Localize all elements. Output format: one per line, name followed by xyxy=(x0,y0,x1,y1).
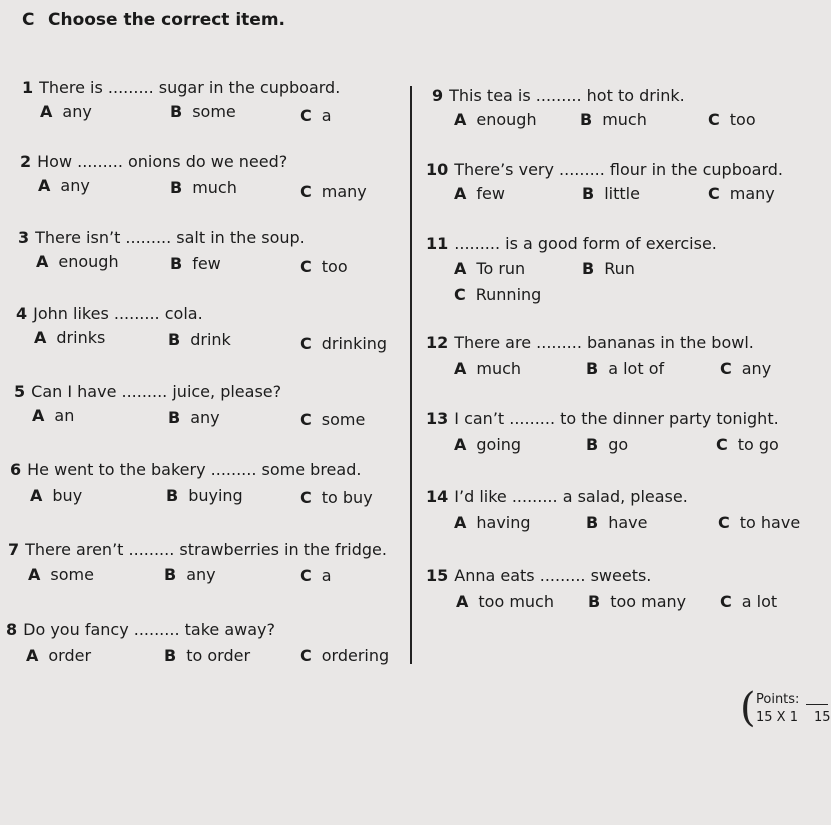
question-14-option-a[interactable]: A having xyxy=(454,513,531,532)
question-3-option-c[interactable]: C too xyxy=(300,257,348,276)
question-3-option-a[interactable]: A enough xyxy=(36,252,119,271)
section-letter: C xyxy=(22,10,35,30)
question-13-option-a[interactable]: A going xyxy=(454,435,522,454)
question-5-option-b[interactable]: B any xyxy=(168,408,220,427)
question-2-option-a[interactable]: A any xyxy=(38,176,90,195)
question-1-option-c[interactable]: C a xyxy=(300,106,332,125)
question-12-option-b[interactable]: B a lot of xyxy=(586,359,665,378)
question-7-option-b[interactable]: B any xyxy=(164,565,216,584)
question-9-option-a[interactable]: A enough xyxy=(454,110,537,129)
question-13-option-b[interactable]: B go xyxy=(586,435,629,454)
question-14-stem: 14 I’d like ......... a salad, please. xyxy=(426,487,688,506)
question-10-option-c[interactable]: C many xyxy=(708,184,775,203)
section-instruction: Choose the correct item. xyxy=(48,10,286,30)
question-9-option-c[interactable]: C too xyxy=(708,110,756,129)
question-10-option-b[interactable]: B little xyxy=(582,184,640,203)
section-heading xyxy=(22,10,285,30)
question-2-option-c[interactable]: C many xyxy=(300,182,367,201)
question-11-option-b[interactable]: B Run xyxy=(582,259,635,278)
question-2-option-b[interactable]: B much xyxy=(170,178,237,197)
question-4-stem: 4 John likes ......... cola. xyxy=(16,304,203,323)
question-13-option-c[interactable]: C to go xyxy=(716,435,779,454)
points-label: Points: xyxy=(756,692,800,707)
question-15-option-c[interactable]: C a lot xyxy=(720,592,778,611)
question-9-option-b[interactable]: B much xyxy=(580,110,647,129)
question-6-option-a[interactable]: A buy xyxy=(30,486,83,505)
question-6-stem: 6 He went to the bakery ......... some bread. xyxy=(10,460,362,479)
question-15-option-b[interactable]: B too many xyxy=(588,592,687,611)
question-8-option-a[interactable]: A order xyxy=(26,646,92,665)
question-4-option-c[interactable]: C drinking xyxy=(300,334,388,353)
points-total: 15 xyxy=(814,710,831,725)
question-1-stem: 1 There is ......... sugar in the cupboard. xyxy=(22,78,341,97)
question-9-stem: 9 This tea is ......... hot to drink. xyxy=(432,86,685,105)
question-10-option-a[interactable]: A few xyxy=(454,184,505,203)
question-7-option-a[interactable]: A some xyxy=(28,565,94,584)
question-5-option-c[interactable]: C some xyxy=(300,410,366,429)
question-7-option-c[interactable]: C a xyxy=(300,566,332,585)
question-14-option-b[interactable]: B have xyxy=(586,513,648,532)
points-calculation: 15 X 1 xyxy=(756,710,798,725)
question-5-option-a[interactable]: A an xyxy=(32,406,75,425)
question-11-option-a[interactable]: A To run xyxy=(454,259,526,278)
question-15-option-a[interactable]: A too much xyxy=(456,592,554,611)
question-8-stem: 8 Do you fancy ......... take away? xyxy=(6,620,275,639)
points-box xyxy=(740,685,831,731)
question-11-option-c[interactable]: C Running xyxy=(454,285,542,304)
question-6-option-b[interactable]: B buying xyxy=(166,486,243,505)
points-answer-line xyxy=(806,704,828,705)
question-1-option-b[interactable]: B some xyxy=(170,102,236,121)
question-4-option-b[interactable]: B drink xyxy=(168,330,231,349)
question-5-stem: 5 Can I have ......... juice, please? xyxy=(14,382,282,401)
question-12-stem: 12 There are ......... bananas in the bowl. xyxy=(426,333,754,352)
question-6-option-c[interactable]: C to buy xyxy=(300,488,373,507)
question-8-option-b[interactable]: B to order xyxy=(164,646,251,665)
question-3-stem: 3 There isn’t ......... salt in the soup. xyxy=(18,228,305,247)
question-12-option-a[interactable]: A much xyxy=(454,359,522,378)
question-3-option-b[interactable]: B few xyxy=(170,254,221,273)
question-7-stem: 7 There aren’t ......... strawberries in the fridge. xyxy=(8,540,387,559)
question-2-stem: 2 How ......... onions do we need? xyxy=(20,152,288,171)
question-11-stem: 11 ......... is a good form of exercise. xyxy=(426,234,717,253)
question-10-stem: 10 There’s very ......... flour in the cupboard. xyxy=(426,160,783,179)
question-1-option-a[interactable]: A any xyxy=(40,102,92,121)
question-13-stem: 13 I can’t ......... to the dinner party tonight. xyxy=(426,409,779,428)
question-12-option-c[interactable]: C any xyxy=(720,359,772,378)
question-4-option-a[interactable]: A drinks xyxy=(34,328,106,347)
column-divider xyxy=(410,86,412,664)
question-8-option-c[interactable]: C ordering xyxy=(300,646,390,665)
brace-mark: ( xyxy=(740,685,756,731)
question-14-option-c[interactable]: C to have xyxy=(718,513,801,532)
question-15-stem: 15 Anna eats ......... sweets. xyxy=(426,566,652,585)
